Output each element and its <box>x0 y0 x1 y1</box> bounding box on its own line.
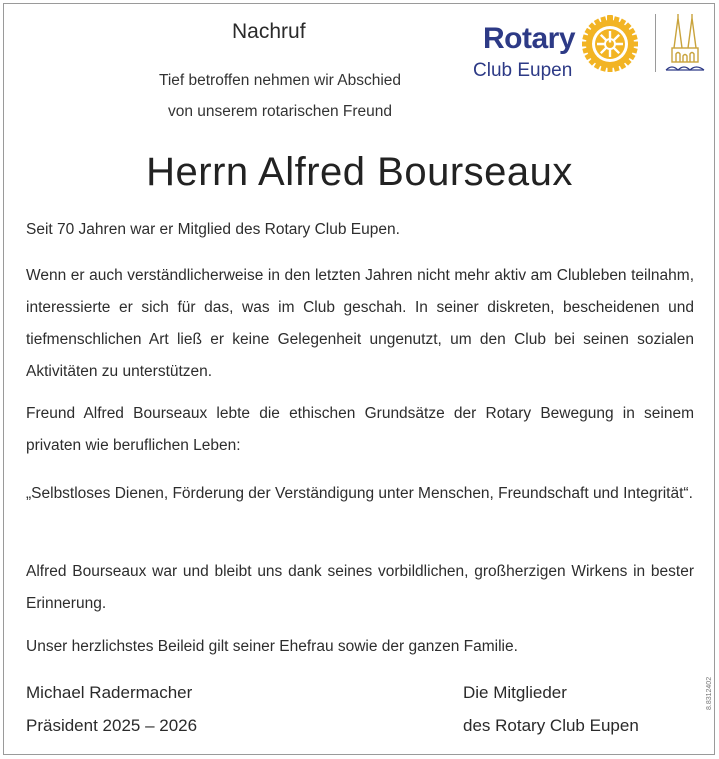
paragraph-quote: „Selbstloses Dienen, Förderung der Verständigung unter Menschen, Freundschaft und Integrität“. <box>26 485 693 502</box>
paragraph-memory: Alfred Bourseaux war und bleibt uns dank seines vorbildlichen, großherzigen Wirkens in bester Erinnerung. <box>26 563 694 612</box>
president-name: Michael Radermacher <box>26 683 193 702</box>
rotary-wordmark: Rotary <box>483 22 576 55</box>
rotary-wheel-icon <box>580 14 640 74</box>
members-line-1: Die Mitglieder <box>463 683 567 702</box>
paragraph-membership: Seit 70 Jahren war er Mitglied des Rotary Club Eupen. <box>26 221 400 238</box>
print-code: 8.8312402 <box>706 676 713 710</box>
members-line-2: des Rotary Club Eupen <box>463 716 639 735</box>
cathedral-icon <box>664 14 706 74</box>
intro-line-2: von unserem rotarischen Freund <box>167 103 392 120</box>
club-name-logo: Club Eupen <box>473 60 573 81</box>
deceased-name: Herrn Alfred Bourseaux <box>146 150 573 194</box>
logo-divider <box>655 14 656 72</box>
president-role: Präsident 2025 – 2026 <box>26 716 198 735</box>
paragraph-club-life: Wenn er auch verständlicherweise in den letzten Jahren nicht mehr aktiv am Clubleben teilnahm, interessierte er sich für das, was im Club geschah. In seiner diskreten, bescheidenen und tiefmenschlichen Art ließ er keine Gelegenheit ungenutzt, um den Club bei seinen sozialen Aktivitäten zu unterstützen. <box>26 267 694 380</box>
intro-line-1: Tief betroffen nehmen wir Abschied <box>158 72 402 89</box>
paragraph-principles: Freund Alfred Bourseaux lebte die ethischen Grundsätze der Rotary Bewegung in seinem privaten wie beruflichen Leben: <box>26 405 694 454</box>
notice-heading: Nachruf <box>232 20 306 43</box>
signature-members <box>463 676 639 742</box>
signature-president <box>26 676 197 742</box>
paragraph-condolences: Unser herzlichstes Beileid gilt seiner Ehefrau sowie der ganzen Familie. <box>26 638 518 655</box>
